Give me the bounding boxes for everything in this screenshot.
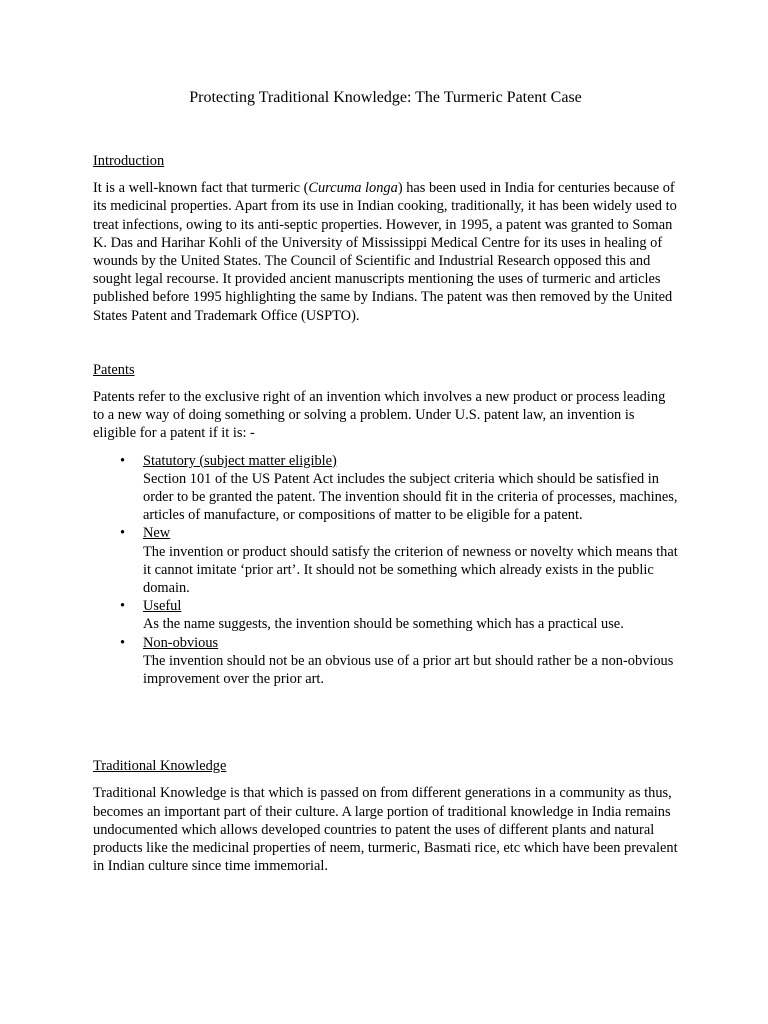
criterion-description: As the name suggests, the invention should be something which has a practical use.: [143, 616, 624, 633]
section-traditional-knowledge: [93, 757, 678, 875]
patents-paragraph: Patents refer to the exclusive right of an invention which involves a new product or process leading to a new way of doing something or solving a problem. Under U.S. patent law, an invention is eligible for a patent if it is: -: [93, 389, 666, 442]
introduction-heading: Introduction: [93, 153, 165, 169]
bullet-icon: •: [120, 634, 126, 651]
criterion-title: New: [143, 525, 171, 542]
traditional-knowledge-paragraph: Traditional Knowledge is that which is passed on from different generations in a community as thus, becomes an important part of their culture. A large portion of traditional knowledge in India remains undocumented which allows developed countries to patent the uses of different plants and natural products like the medicinal properties of neem, turmeric, Basmati rice, etc which have been prevalent in Indian culture since time immemorial.: [93, 785, 678, 875]
scientific-name: Curcuma longa: [308, 180, 398, 197]
criterion-title: Statutory (subject matter eligible): [143, 452, 337, 469]
introduction-text-end: ) has been used in India for centuries because of its medicinal properties. Apart from its use in Indian cooking, traditionally, it has been widely used to treat infections, owing to its anti-septic properties. However, in 1995, a patent was granted to Soman K. Das and Harihar Kohli of the University of Mississippi Medical Centre for its uses in healing of wounds by the United States. The Council of Scientific and Industrial Research opposed this and sought legal recourse. It provided ancient manuscripts mentioning the uses of turmeric and articles published before 1995 highlighting the same by Indians. The patent was then removed by the United States Patent and Trademark Office (USPTO).: [93, 180, 677, 324]
section-patents: [93, 361, 678, 688]
document-page: [93, 88, 678, 876]
list-item: [93, 452, 678, 525]
criterion-description: The invention should not be an obvious use of a prior art but should rather be a non-obvious improvement over the prior art.: [143, 652, 674, 688]
document-title: Protecting Traditional Knowledge: The Turmeric Patent Case: [189, 89, 582, 106]
criterion-title: Non-obvious: [143, 634, 219, 651]
bullet-icon: •: [120, 452, 126, 469]
list-item: [93, 634, 678, 689]
introduction-text-start: It is a well-known fact that turmeric (: [93, 180, 309, 197]
list-item: [93, 524, 678, 597]
list-item: [93, 597, 678, 633]
introduction-paragraph: [93, 179, 678, 325]
criterion-description: Section 101 of the US Patent Act includes the subject criteria which should be satisfied in order to be granted the patent. The invention should fit in the criteria of processes, machines, articles of manufacture, or compositions of matter to be eligible for a patent.: [143, 470, 678, 524]
section-introduction: [93, 152, 678, 325]
patent-criteria-list: [93, 452, 678, 689]
bullet-icon: •: [120, 598, 126, 615]
criterion-title: Useful: [143, 598, 182, 615]
criterion-description: The invention or product should satisfy the criterion of newness or novelty which means that it cannot imitate ‘prior art’. It should not be something which already exists in the public domain.: [143, 543, 678, 597]
traditional-knowledge-heading: Traditional Knowledge: [93, 758, 227, 775]
patents-heading: Patents: [93, 361, 135, 378]
bullet-icon: •: [120, 525, 126, 542]
